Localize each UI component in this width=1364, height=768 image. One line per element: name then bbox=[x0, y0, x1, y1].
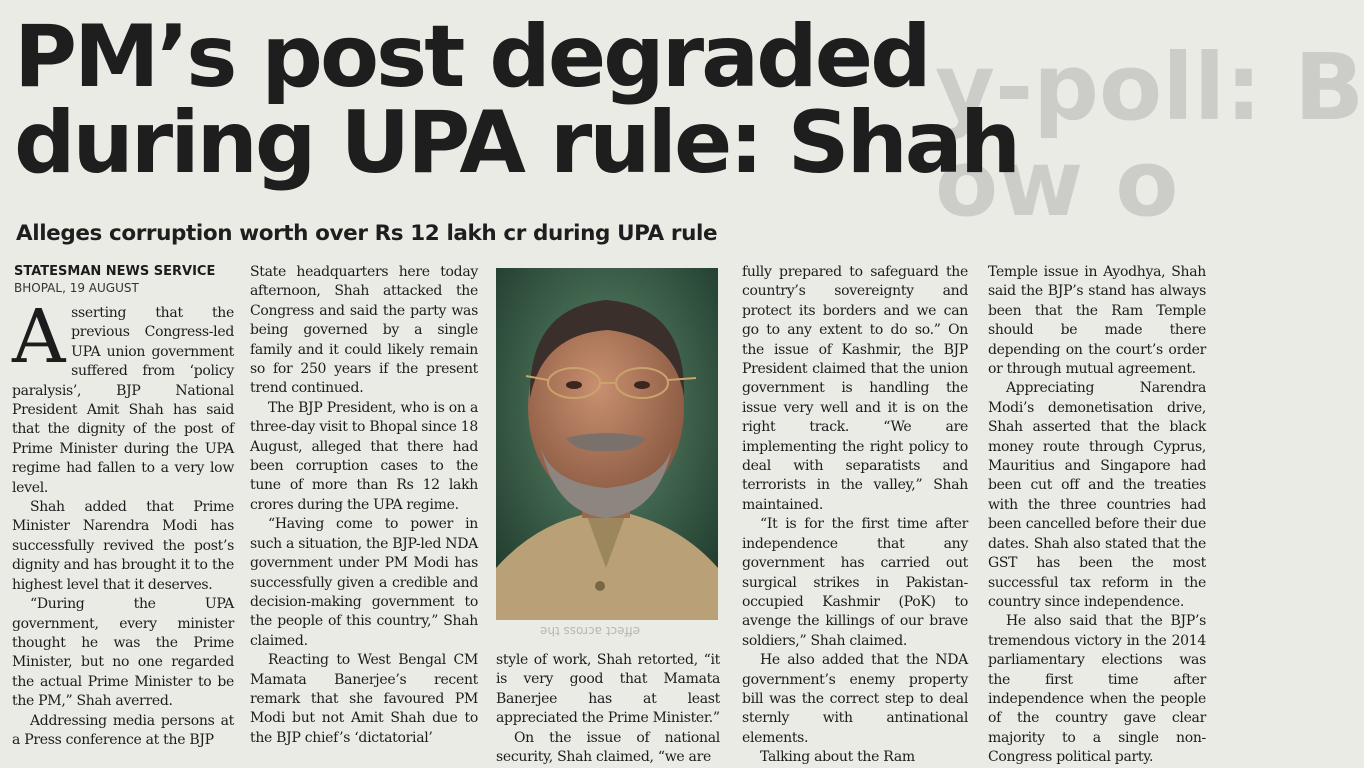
portrait-photo bbox=[496, 268, 718, 620]
bleed-through-caption: effect across the bbox=[540, 624, 641, 638]
drop-cap: A bbox=[12, 294, 66, 380]
article-paragraph: style of work, Shah retorted, “it is very good that Mamata Banerjee has at least appreciated the Prime Minister.” bbox=[496, 652, 720, 727]
article-paragraph: “During the UPA government, every minister thought he was the Prime Minister, but no one regarded the actual Prime Minister to be the PM,” Shah averred. bbox=[12, 596, 234, 710]
bleed-line-1: y-poll: B bbox=[935, 34, 1364, 141]
article-paragraph: Appreciating Narendra Modi’s demonetisation drive, Shah asserted that the black money route through Cyprus, Mauritius and Singapore had been cut off and the treaties with the three countries had been cancelled before their due dates. Shah also stated that the GST has been the most successful tax reform in the country since independence. bbox=[988, 380, 1206, 610]
article-lead-text: sserting that the previous Congress-led UPA union government suffered from ‘policy paralysis’, BJP National President Amit Shah has said that the dignity of the post of Prime Minister during the UPA regime had fallen to a very low level. bbox=[12, 305, 234, 496]
article-column-5 bbox=[988, 263, 1206, 765]
article-paragraph: State headquarters here today afternoon, Shah attacked the Congress and said the party was being governed by a single family and it could likely remain so for 250 years if the present trend continued. bbox=[250, 264, 478, 397]
article-paragraph: “It is for the first time after independence that any government has carried out surgical strikes in Pakistan-occupied Kashmir (PoK) to avenge the killings of our brave soldiers,” Shah claimed. bbox=[742, 516, 968, 649]
article-column-2 bbox=[250, 263, 478, 765]
article-column-3 bbox=[496, 651, 720, 765]
article-photo bbox=[496, 268, 718, 620]
article-paragraph: He also added that the NDA government’s enemy property bill was the correct step to deal sternly with antinational elements. bbox=[742, 652, 968, 746]
article-column-1 bbox=[12, 294, 234, 765]
byline bbox=[14, 263, 234, 296]
byline-agency: STATESMAN NEWS SERVICE bbox=[14, 264, 216, 279]
headline-line-2: during UPA rule: Shah bbox=[14, 93, 1019, 193]
article-paragraph: Talking about the Ram bbox=[760, 749, 915, 766]
article-paragraph: Addressing media persons at a Press conference at the BJP bbox=[12, 712, 234, 748]
article-paragraph: On the issue of national security, Shah claimed, “we are bbox=[496, 729, 720, 766]
byline-dateline: BHOPAL, 19 AUGUST bbox=[14, 281, 139, 295]
article-paragraph: He also said that the BJP’s tremendous victory in the 2014 parliamentary elections was the first time after independence when the people of the country gave clear majority to a single non-Congress political party. bbox=[988, 613, 1206, 766]
article-paragraph: The BJP President, who is on a three-day visit to Bhopal since 18 August, alleged that there had been corruption cases to the tune of more than Rs 12 lakh crores during the UPA regime. bbox=[250, 399, 478, 513]
article-paragraph: Reacting to West Bengal CM Mamata Banerjee’s recent remark that she favoured PM Modi but not Amit Shah due to the BJP chief’s ‘dictatorial’ bbox=[250, 652, 478, 746]
article-paragraph: fully prepared to safeguard the country’s sovereignty and protect its borders and we can go to any extent to do so.” On the issue of Kashmir, the BJP President claimed that the union government is handling the issue very well and it is on the right track. “We are implementing the right policy to deal with separatists and terrorists in the valley,” Shah maintained. bbox=[742, 264, 968, 513]
article-column-4 bbox=[742, 263, 968, 765]
headline bbox=[14, 7, 1019, 193]
headline-line-1: PM’s post degraded bbox=[14, 7, 929, 107]
article-paragraph: “Having come to power in such a situation, the BJP-led NDA government under PM Modi has successfully given a credible and decision-making government to the people of this country,” Shah claimed. bbox=[250, 516, 478, 649]
article-paragraph: Shah added that Prime Minister Narendra Modi has successfully revived the post’s dignity and has brought it to the highest level that it deserves. bbox=[12, 499, 234, 593]
article-paragraph bbox=[12, 294, 234, 498]
article-paragraph: Temple issue in Ayodhya, Shah said the BJP’s stand has always been that the Ram Temple should be made there depending on the court’s order or through mutual agreement. bbox=[988, 264, 1206, 378]
bleed-line-2: ow o bbox=[935, 130, 1179, 237]
subheadline: Alleges corruption worth over Rs 12 lakh cr during UPA rule bbox=[16, 221, 718, 246]
